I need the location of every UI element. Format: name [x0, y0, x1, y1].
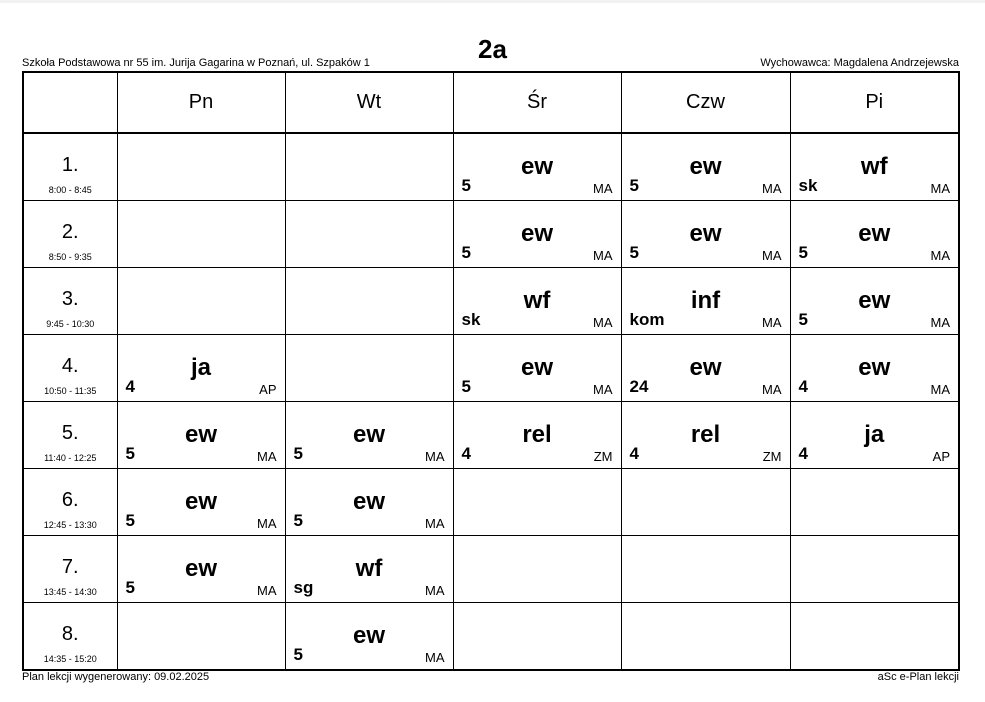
lesson-teacher: MA [593, 315, 613, 330]
lesson-cell [790, 335, 959, 402]
day-header-2: Śr [453, 72, 621, 133]
lesson-teacher: MA [930, 382, 950, 397]
period-row [23, 133, 959, 201]
period-cell [23, 133, 117, 201]
period-cell [23, 469, 117, 536]
lesson-teacher: MA [425, 449, 445, 464]
empty-cell [790, 536, 959, 603]
lesson-room: 24 [629, 377, 649, 396]
lesson-cell [117, 469, 285, 536]
lesson-cell [453, 201, 621, 268]
empty-cell [285, 335, 453, 402]
lesson-cell [453, 402, 621, 469]
lesson-room: 5 [461, 243, 471, 262]
lesson-room: sk [461, 310, 481, 329]
lesson-cell [621, 201, 790, 268]
lesson-subject: ja [864, 421, 885, 448]
lesson-room: 5 [293, 645, 303, 664]
lesson-cell [285, 536, 453, 603]
lesson-cell [117, 335, 285, 402]
period-row [23, 201, 959, 268]
period-number: 3. [61, 288, 79, 310]
period-time: 11:40 - 12:25 [44, 453, 97, 463]
lesson-subject: rel [690, 421, 721, 448]
period-cell [23, 402, 117, 469]
lesson-teacher: MA [425, 516, 445, 531]
empty-cell [117, 133, 285, 201]
lesson-subject: ew [689, 354, 722, 381]
lesson-subject: ew [858, 354, 891, 381]
lesson-cell [621, 335, 790, 402]
lesson-room: 5 [798, 310, 808, 329]
lesson-subject: ew [184, 488, 217, 515]
period-cell [23, 268, 117, 335]
empty-cell [621, 536, 790, 603]
lesson-subject: ja [190, 354, 211, 381]
period-time: 12:45 - 13:30 [43, 520, 97, 530]
period-cell [23, 603, 117, 671]
lesson-subject: ew [184, 421, 217, 448]
lesson-room: 5 [629, 243, 639, 262]
lesson-cell [117, 536, 285, 603]
lesson-room: 5 [125, 578, 135, 597]
lesson-subject: rel [522, 421, 552, 448]
period-number: 5. [61, 422, 79, 444]
day-header-0: Pn [117, 72, 285, 133]
period-row [23, 469, 959, 536]
lesson-subject: ew [352, 488, 385, 515]
lesson-teacher: AP [932, 449, 950, 464]
period-row [23, 536, 959, 603]
lesson-room: 5 [629, 176, 639, 195]
lesson-room: 4 [461, 444, 471, 463]
lesson-cell [453, 133, 621, 201]
lesson-cell [790, 201, 959, 268]
lesson-subject: inf [690, 287, 721, 314]
class-title: 2a [478, 34, 507, 64]
day-header-1: Wt [285, 72, 453, 133]
empty-cell [285, 201, 453, 268]
period-time: 13:45 - 14:30 [43, 587, 97, 597]
period-number: 6. [61, 489, 79, 511]
lesson-teacher: MA [930, 315, 950, 330]
day-header-4: Pi [790, 72, 959, 133]
period-time: 10:50 - 11:35 [44, 386, 97, 396]
lesson-subject: ew [184, 555, 217, 582]
lesson-room: 5 [798, 243, 808, 262]
corner-cell [23, 72, 117, 133]
period-number: 4. [61, 355, 79, 377]
lesson-room: 5 [293, 444, 303, 463]
lesson-cell [117, 402, 285, 469]
lesson-teacher: MA [425, 583, 445, 598]
lesson-subject: ew [689, 220, 722, 247]
lesson-teacher: MA [930, 248, 950, 263]
period-time: 8:00 - 8:45 [48, 185, 92, 195]
empty-cell [790, 603, 959, 671]
software-name: aSc e-Plan lekcji [877, 671, 959, 683]
empty-cell [285, 133, 453, 201]
lesson-room: 5 [461, 377, 471, 396]
empty-cell [453, 603, 621, 671]
period-time: 14:35 - 15:20 [43, 654, 97, 664]
lesson-teacher: AP [259, 382, 277, 397]
lesson-room: 4 [798, 444, 808, 463]
lesson-teacher: MA [930, 181, 950, 196]
period-cell [23, 335, 117, 402]
lesson-subject: wf [860, 153, 888, 180]
empty-cell [790, 469, 959, 536]
period-row [23, 268, 959, 335]
lesson-subject: ew [520, 220, 553, 247]
empty-cell [453, 536, 621, 603]
period-time: 9:45 - 10:30 [46, 319, 95, 329]
period-number: 8. [61, 623, 79, 645]
lesson-room: 5 [293, 511, 303, 530]
empty-cell [117, 603, 285, 671]
period-cell [23, 536, 117, 603]
period-number: 7. [61, 556, 79, 578]
lesson-room: 5 [125, 511, 135, 530]
lesson-cell [285, 603, 453, 671]
lesson-room: 4 [798, 377, 808, 396]
lesson-cell [790, 268, 959, 335]
day-header-3: Czw [621, 72, 790, 133]
lesson-teacher: MA [762, 315, 782, 330]
lesson-cell [621, 268, 790, 335]
lesson-room: kom [629, 310, 665, 329]
lesson-teacher: MA [762, 248, 782, 263]
period-number: 2. [61, 221, 79, 243]
lesson-cell [621, 133, 790, 201]
lesson-teacher: ZM [762, 449, 782, 464]
lesson-teacher: MA [257, 583, 277, 598]
lesson-cell [453, 268, 621, 335]
lesson-cell [790, 402, 959, 469]
empty-cell [117, 201, 285, 268]
lesson-room: sg [293, 578, 314, 597]
school-name: Szkoła Podstawowa nr 55 im. Jurija Gagarina w Poznań, ul. Szpaków 1 [22, 57, 370, 69]
lesson-room: 4 [629, 444, 639, 463]
lesson-subject: ew [520, 354, 553, 381]
empty-cell [621, 603, 790, 671]
lesson-room: sk [798, 176, 818, 195]
lesson-teacher: MA [593, 382, 613, 397]
homeroom-teacher: Wychowawca: Magdalena Andrzejewska [760, 57, 959, 69]
lesson-cell [285, 402, 453, 469]
lesson-room: 4 [125, 377, 135, 396]
generated-date: Plan lekcji wygenerowany: 09.02.2025 [22, 671, 210, 683]
period-row [23, 603, 959, 671]
period-cell [23, 201, 117, 268]
lesson-cell [621, 402, 790, 469]
empty-cell [621, 469, 790, 536]
empty-cell [117, 268, 285, 335]
empty-cell [453, 469, 621, 536]
lesson-teacher: ZM [593, 449, 613, 464]
lesson-subject: ew [352, 421, 385, 448]
lesson-subject: wf [355, 555, 383, 582]
page-top-band [0, 0, 985, 3]
lesson-room: 5 [125, 444, 135, 463]
lesson-subject: wf [523, 287, 551, 314]
lesson-cell [453, 335, 621, 402]
lesson-subject: ew [352, 622, 385, 649]
lesson-subject: ew [858, 287, 891, 314]
period-row [23, 335, 959, 402]
lesson-teacher: MA [425, 650, 445, 665]
timetable [22, 71, 960, 671]
lesson-cell [790, 133, 959, 201]
lesson-teacher: MA [593, 248, 613, 263]
empty-cell [285, 268, 453, 335]
period-number: 1. [61, 154, 79, 176]
lesson-teacher: MA [257, 516, 277, 531]
lesson-teacher: MA [762, 382, 782, 397]
lesson-teacher: MA [593, 181, 613, 196]
lesson-subject: ew [689, 153, 722, 180]
lesson-room: 5 [461, 176, 471, 195]
lesson-teacher: MA [257, 449, 277, 464]
period-row [23, 402, 959, 469]
day-header-row [23, 72, 959, 133]
lesson-subject: ew [858, 220, 891, 247]
period-time: 8:50 - 9:35 [48, 252, 92, 262]
lesson-subject: ew [520, 153, 553, 180]
lesson-teacher: MA [762, 181, 782, 196]
lesson-cell [285, 469, 453, 536]
